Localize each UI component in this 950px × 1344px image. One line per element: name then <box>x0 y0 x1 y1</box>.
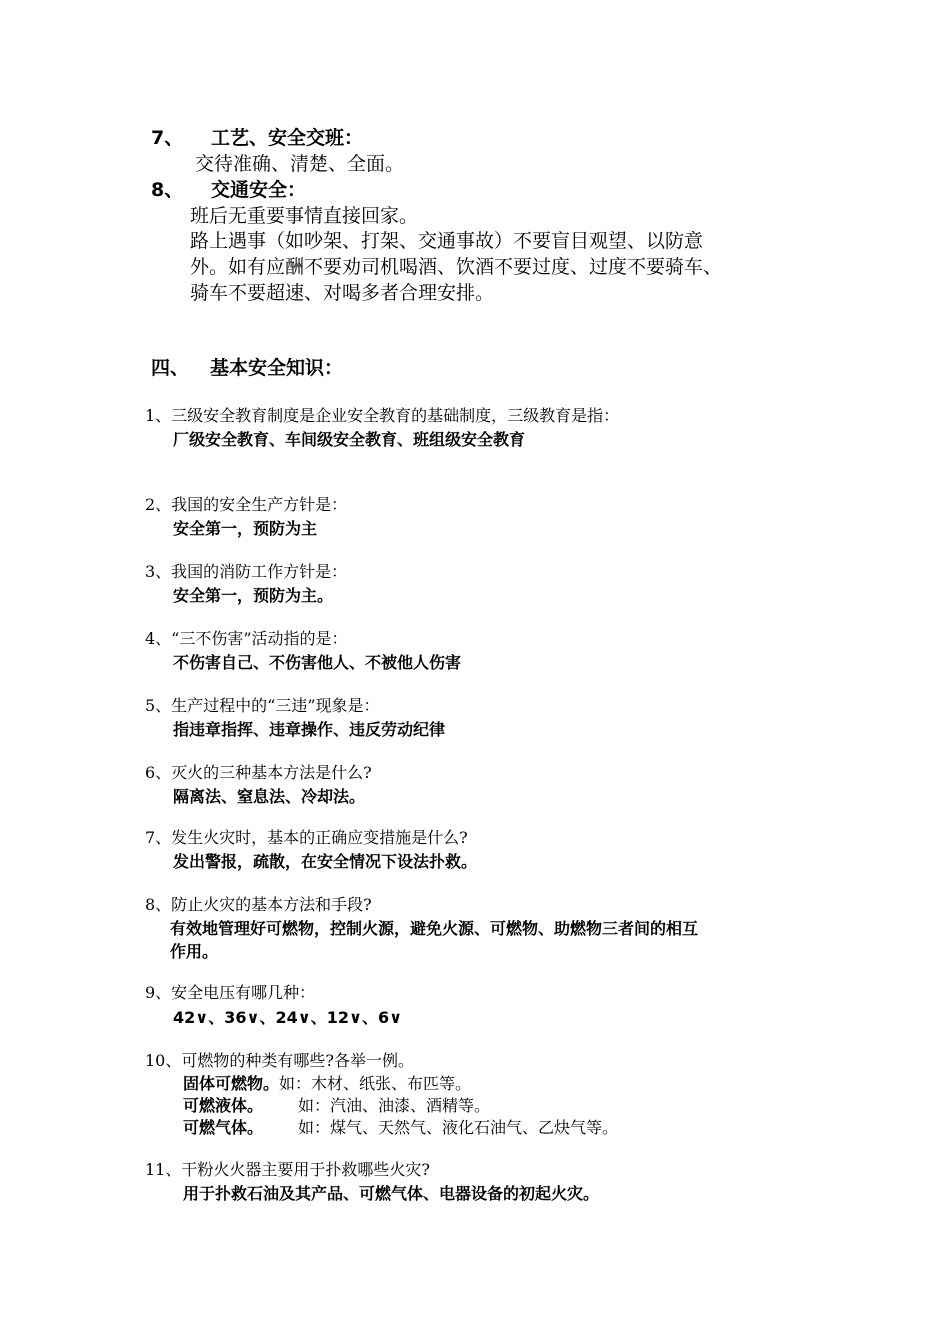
item8-line: 班后无重要事情直接回家。 <box>190 205 419 227</box>
item7-line: 交待准确、清楚、全面。 <box>195 153 405 175</box>
question-text: 10、可燃物的种类有哪些?各举一例。 <box>145 1051 414 1070</box>
question-text: 11、干粉火火器主要用于扑救哪些火灾? <box>145 1160 430 1179</box>
fuel-type-label: 固体可燃物。 <box>183 1074 280 1093</box>
answer-text: 不伤害自己、不伤害他人、不被他人伤害 <box>173 653 462 672</box>
fuel-type-row <box>183 1098 263 1114</box>
answer-text: 有效地管理好可燃物，控制火源，避免火源、可燃物、助燃物三者间的相互 <box>170 919 699 938</box>
fuel-type-label: 可燃液体。 <box>183 1096 264 1115</box>
answer-text: 作用。 <box>170 942 219 961</box>
answer-text: 安全第一，预防为主 <box>173 519 318 538</box>
question-text: 8、防止火灾的基本方法和手段? <box>145 895 372 914</box>
fuel-type-label: 可燃气体。 <box>183 1118 264 1137</box>
question-text: 1、三级安全教育制度是企业安全教育的基础制度，三级教育是指： <box>145 406 620 425</box>
item8-number: 8、 <box>151 179 184 201</box>
question-text: 2、我国的安全生产方针是： <box>145 495 348 514</box>
question-text: 3、我国的消防工作方针是： <box>145 562 348 581</box>
fuel-type-row <box>183 1120 263 1136</box>
question-text: 9、安全电压有哪几种： <box>145 983 316 1002</box>
fuel-type-row <box>183 1076 471 1092</box>
fuel-type-detail: 如：煤气、天然气、液化石油气、乙炔气等。 <box>298 1118 619 1137</box>
answer-text: 指违章指挥、违章操作、违反劳动纪律 <box>173 720 446 739</box>
fuel-type-detail: 如：汽油、油漆、酒精等。 <box>298 1096 491 1115</box>
answer-text: 发出警报，疏散，在安全情况下设法扑救。 <box>173 852 478 871</box>
item7-title: 工艺、安全交班： <box>211 127 364 149</box>
item7-number: 7、 <box>151 127 184 149</box>
question-text: 6、灭火的三种基本方法是什么? <box>145 763 372 782</box>
item8-line: 路上遇事（如吵架、打架、交通事故）不要盲目观望、以防意 <box>190 230 704 252</box>
answer-text: 用于扑救石油及其产品、可燃气体、电器设备的初起火灾。 <box>183 1184 600 1203</box>
answer-text: 42∨、36∨、24∨、12∨、6∨ <box>173 1008 403 1027</box>
item8-line: 外。如有应酬不要劝司机喝酒、饮酒不要过度、过度不要骑车、 <box>190 256 723 278</box>
question-text: 7、发生火灾时，基本的正确应变措施是什么? <box>145 828 468 847</box>
answer-text: 安全第一，预防为主。 <box>173 586 334 605</box>
answer-text: 隔离法、窒息法、冷却法。 <box>173 787 366 806</box>
answer-text: 厂级安全教育、车间级安全教育、班组级安全教育 <box>173 430 526 449</box>
fuel-type-detail: 如：木材、纸张、布匹等。 <box>279 1074 472 1093</box>
item8-title: 交通安全： <box>211 179 307 201</box>
question-text: 5、生产过程中的“三违”现象是： <box>145 696 380 715</box>
section-title: 基本安全知识： <box>210 357 344 379</box>
question-text: 4、“三不伤害”活动指的是： <box>145 629 348 648</box>
item8-line: 骑车不要超速、对喝多者合理安排。 <box>190 282 495 304</box>
section-number: 四、 <box>151 357 190 379</box>
